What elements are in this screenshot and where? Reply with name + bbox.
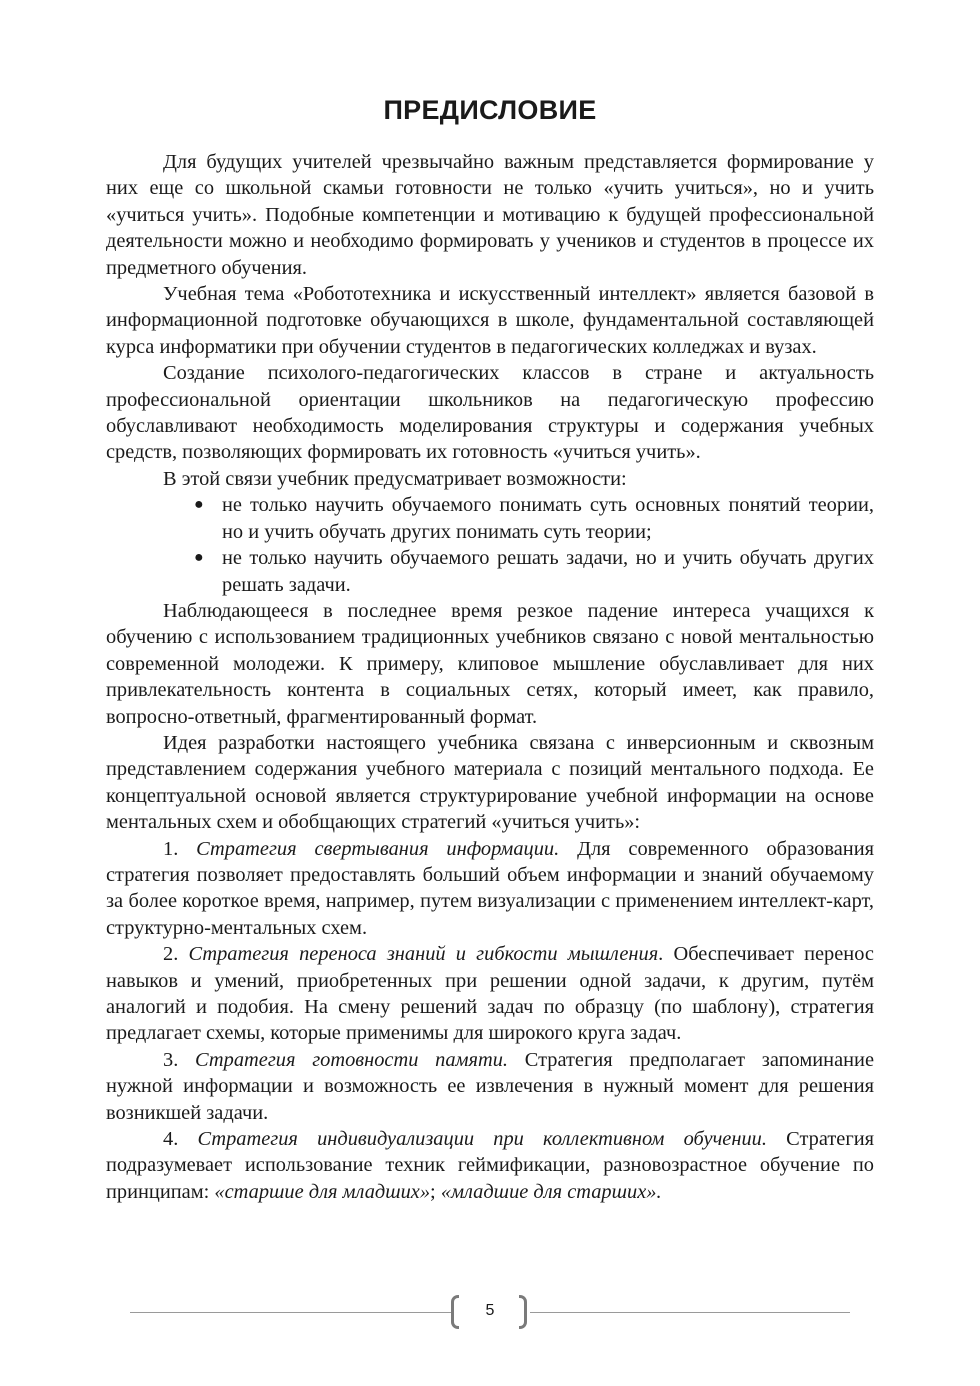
paragraph-interest-decline: Наблюдающееся в последнее время резкое падение интереса учащихся к обучению с использованием традиционных учебников связано с новой ментальностью современной молодежи. К примеру, клиповое мышление обуславливает для них привлекательность контента в социальных сетях, который имеет, как правило, вопросно-ответный, фрагментированный формат. bbox=[106, 599, 874, 728]
strategy-title: Стратегия переноса знаний и гибкости мышления bbox=[188, 943, 659, 966]
strategy-number: 2. bbox=[163, 943, 179, 966]
strategy-title: Стратегия индивидуализации при коллективном обучении. bbox=[197, 1128, 767, 1151]
footer-rule-left bbox=[130, 1312, 452, 1313]
bullet-icon: ● bbox=[194, 496, 204, 514]
strategy-text: Стратегия предполагает запоминание нужной информации и возможность ее извлечения в нужный момент для решения возникшей задачи. bbox=[106, 1048, 875, 1124]
paragraph-robotics-topic: Учебная тема «Робототехника и искусственный интеллект» является базовой в информационной подготовке обучающихся в школе, фундаментальной составляющей курса информатики при обучении студентов в педагогических колледжах и вузах. bbox=[106, 283, 874, 358]
page-title: ПРЕДИСЛОВИЕ bbox=[383, 95, 597, 125]
footer-rule-right bbox=[530, 1312, 850, 1313]
strategy-quote: «старшие для младших» bbox=[214, 1180, 431, 1203]
strategy-title: Стратегия готовности памяти. bbox=[195, 1048, 509, 1071]
list-item bbox=[106, 492, 874, 545]
paragraph-possibilities-lead: В этой связи учебник предусматривает возможности: bbox=[163, 467, 627, 490]
body-text bbox=[106, 149, 874, 1205]
strategy-number: 4. bbox=[163, 1128, 179, 1151]
strategy-quote: «младшие для старших». bbox=[440, 1180, 662, 1203]
strategy-separator: ; bbox=[430, 1180, 436, 1203]
open-brace-icon bbox=[451, 1295, 459, 1329]
strategy-title: Стратегия свертывания информации. bbox=[196, 837, 560, 860]
bullet-icon: ● bbox=[194, 549, 204, 567]
paragraph-intro: Для будущих учителей чрезвычайно важным представляется формирование у них еще со школьной скамьи готовности не только «учить учиться», но и учить «учиться учить». Подобные компетенции и мотивацию к будущей профессиональной деятельности можно и необходимо формировать у учеников и студентов в процессе их предметного обучения. bbox=[106, 151, 874, 279]
close-brace-icon bbox=[519, 1295, 527, 1329]
strategy-text: Стратегия подразумевает использование техник геймификации, разновозрастное обучение по принципам: bbox=[106, 1128, 874, 1203]
strategy-text: Для современного образования стратегия позволяет предоставлять больший объем информации и знаний обучаемому за более короткое время, например, путем визуализации с применением интеллект-карт, структурно-ментальных схем. bbox=[106, 837, 874, 939]
page-footer bbox=[0, 1293, 980, 1333]
list-item-text: не только научить обучаемого решать задачи, но и учить обучать других решать задачи. bbox=[222, 547, 874, 596]
strategy-text: . Обеспечивает перенос навыков и умений, приобретенных при решении одной задачи, к другим, путём аналогий и подобия. На смену решений задач по образцу (по шаблону), стратегия предлагает схемы, которые применимы для широкого круга задач. bbox=[106, 943, 874, 1045]
page-number: 5 bbox=[485, 1302, 495, 1319]
list-item bbox=[106, 545, 874, 598]
strategy-3 bbox=[106, 1047, 874, 1126]
possibilities-list bbox=[106, 492, 874, 598]
strategy-number: 3. bbox=[163, 1048, 179, 1071]
strategy-2 bbox=[106, 941, 874, 1047]
paragraph-psych-classes: Создание психолого-педагогических классов в стране и актуальность профессиональной ориентации школьников на педагогическую профессию обуславливают необходимость моделирования структуры и содержания учебных средств, позволяющих формировать их готовность «учиться учить». bbox=[106, 362, 874, 464]
strategy-4 bbox=[106, 1126, 874, 1205]
list-item-text: не только научить обучаемого понимать суть основных понятий теории, но и учить обучать других понимать суть теории; bbox=[222, 494, 874, 543]
paragraph-textbook-idea: Идея разработки настоящего учебника связана с инверсионным и сквозным представлением содержания учебного материала с позиций ментального подхода. Ее концептуальной основой является структурирование учебной информации на основе ментальных схем и обобщающих стратегий «учиться учить»: bbox=[106, 731, 874, 834]
strategy-number: 1. bbox=[163, 837, 179, 860]
strategy-1 bbox=[106, 836, 874, 942]
